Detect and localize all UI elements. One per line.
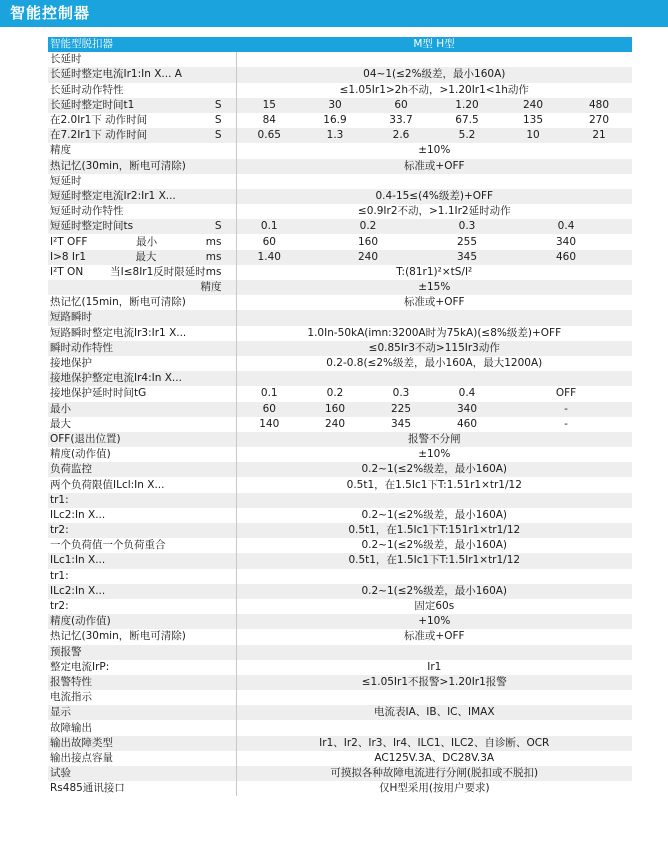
value-cell: 1.20 [434,98,500,113]
row-label: 短延时动作特性 [50,205,124,218]
table-row [48,250,632,265]
table-row [48,143,632,158]
table-row [48,386,632,401]
row-label [48,250,236,265]
table-row [48,265,632,280]
table-row [48,553,632,568]
value-cell: 0.2 [326,387,344,400]
value-cell: 345 [434,250,500,265]
value-cell: ±15% [236,280,632,295]
row-label-group [50,250,236,265]
value-cell [302,310,368,325]
table-row [48,781,632,796]
table-row [48,310,632,325]
value-cell: 240 [500,98,566,113]
value-cell: 1.3 [302,128,368,143]
value-cell [566,52,632,67]
table-row [48,98,632,113]
row-label: 短路瞬时 [48,310,236,325]
value-cell: - [500,402,632,417]
header-models: M型 H型 [236,37,632,52]
value-cell: 240 [302,250,434,265]
row-label: 精度(动作值) [48,614,236,629]
value-cell: 340 [556,235,577,248]
value-cell: 240 [324,417,346,430]
row-sublabel: 最小 [136,235,158,248]
table-row [48,341,632,356]
value-cell: 报警不分闸 [236,432,632,447]
row-label: tr1: [48,493,236,508]
value-cell [434,52,500,67]
row-label: Rs485通讯接口 [50,782,125,795]
value-cell: 160 [357,235,379,248]
table-row [48,477,632,492]
value-cell: 16.9 [323,114,347,127]
row-label: 长延时动作特性 [50,83,124,96]
value-cell: 15 [236,98,302,113]
value-cell [368,52,434,67]
row-label: 短延时 [50,174,82,187]
value-cell: 2.6 [368,128,434,143]
row-label: 瞬时动作特性 [48,341,236,356]
value-cell: 0.5t1，在1.5Ic1下T:1.51r1×tr1/12 [236,477,632,492]
value-cell: Ir1、Ir2、Ir3、Ir4、ILC1、ILC2、自诊断、OCR [236,736,632,751]
table-row [48,204,632,219]
row-label: 输出故障类型 [48,736,236,751]
value-cell: 1.40 [236,250,302,265]
row-label: 故障输出 [50,721,92,734]
row-label: 热记忆(15min，断电可清除) [50,296,186,309]
value-cell [500,371,632,386]
row-label: 试验 [48,766,236,781]
row-label-text: 短延时整定时间ts [50,220,134,233]
table-row [48,523,632,538]
value-cell [566,310,632,325]
table-row [48,705,632,720]
table-row [48,569,632,584]
value-cell: AC125V.3A、DC28V.3A [236,751,632,766]
value-cell: 0.5t1，在1.5Ic1下T:151r1×tr1/12 [236,523,632,538]
table-row [48,128,632,143]
spec-table [48,37,632,796]
row-label-text: 在2.0Ir1下 动作时间 [50,114,148,127]
table-row [48,751,632,766]
row-label: 负荷监控 [48,462,236,477]
value-cell: 270 [589,114,610,127]
table-row [48,660,632,675]
table-row [48,766,632,781]
row-label-group [50,219,236,234]
value-cell: OFF [555,387,577,400]
row-label: 两个负荷限值ILcl:In X... [50,478,165,491]
table-row [48,614,632,629]
value-cell: 480 [566,98,632,113]
value-cell: 0.2~1(≤2%级差，最小160A) [236,508,632,523]
value-cell: 0.4-15≤(4%级差)+OFF [236,189,632,204]
value-cell: 0.5t1，在1.5Ic1下T:1.5Ir1×tr1/12 [236,553,632,568]
table-row [48,83,632,98]
value-cell: 10 [500,128,566,143]
row-label: 短路瞬时整定电流Ir3:Ir1 X... [50,326,187,339]
value-cell: 标准或+OFF [236,629,632,644]
value-cell [368,174,434,189]
value-cell: 0.3 [392,387,410,400]
value-cell [434,310,500,325]
value-cell: 仅H型采用(按用户要求) [236,781,632,796]
value-cell: ±10% [236,447,632,462]
row-label [48,98,236,113]
row-sublabel: 精度 [200,281,222,294]
table-row [48,645,632,660]
value-cell [302,371,368,386]
table-row [48,234,632,249]
row-label: 报警特性 [48,675,236,690]
table-row [48,584,632,599]
row-label-text: I²T OFF [50,235,88,248]
row-sublabel: 当I≤8Ir1反时限延时ms [110,265,222,278]
row-label: 预报警 [48,645,236,660]
table-row [48,356,632,371]
value-cell: 1.0In-50kA(imn:3200A时为75kA)(≤8%级差)+OFF [236,326,632,341]
table-row [48,736,632,751]
row-label: ILc1:In X... [48,553,236,568]
row-label: 接地保护 [50,357,92,370]
row-label: 电流指示 [50,691,92,704]
value-cell: 0.1 [236,386,302,401]
value-cell: 0.3 [434,219,500,234]
row-label [48,113,236,128]
row-label [48,128,236,143]
value-cell [500,52,566,67]
table-row [48,417,632,432]
row-label: tr1: [50,569,69,582]
row-label [48,234,236,249]
value-cell [236,569,632,584]
row-label: 精度(动作值) [50,448,111,461]
value-cell: 460 [500,250,632,265]
value-cell [302,52,368,67]
value-cell: ≤0.85Ir3不动>115Ir3动作 [236,341,632,356]
row-label-group [50,235,236,250]
value-cell: 255 [456,235,478,248]
table-header-row [48,37,632,52]
value-cell [302,174,368,189]
row-label: OFF(退出位置) [48,432,236,447]
row-label-text: 长延时整定时间t1 [50,98,135,111]
value-cell: 0.2~1(≤2%级差，最小160A) [236,462,632,477]
row-label: 最小 [48,402,236,417]
row-label: 最大 [50,417,71,430]
value-cell [368,371,434,386]
value-cell: 标准或+OFF [236,159,632,174]
table-row [48,493,632,508]
value-cell: T:(81r1)²×tS/I² [236,265,632,280]
table-row [48,189,632,204]
row-label: 精度 [50,144,71,157]
table-row [48,219,632,234]
row-label: 短延时整定电流Ir2:Ir1 X... [48,189,236,204]
value-cell: 0.2 [302,219,434,234]
value-cell: 33.7 [389,114,413,127]
row-label [48,219,236,234]
value-cell: 0.4 [458,387,476,400]
row-unit: S [214,220,222,233]
value-cell: 固定60s [236,599,632,614]
header-label: 智能型脱扣器 [48,37,236,52]
value-cell: 67.5 [455,114,479,127]
row-label [48,265,236,280]
value-cell: 0.2~1(≤2%级差，最小160A) [236,584,632,599]
table-row [48,295,632,310]
value-cell [434,174,500,189]
value-cell [566,174,632,189]
value-cell: ≤1.05Ir1>2h不动，>1.20Ir1<1h动作 [236,83,632,98]
table-row [48,326,632,341]
table-row [48,402,632,417]
value-cell: 135 [522,114,544,127]
row-label-text: I>8 Ir1 [50,250,87,263]
row-label: ILc2:In X... [50,508,106,521]
table-row [48,629,632,644]
value-cell [236,52,302,67]
row-unit: ms [205,250,222,263]
value-cell [236,371,302,386]
value-cell: 160 [302,402,368,417]
row-label: 长延时 [50,53,82,66]
row-label: 输出接点容量 [50,751,113,764]
value-cell: 340 [434,402,500,417]
row-sublabel: 最大 [135,250,157,263]
row-label-group [50,265,236,280]
row-label: 长延时整定电流Ir1:In X... A [48,67,236,82]
row-label: 接地保护整定电流Ir4:In X... [48,371,236,386]
row-label: 显示 [48,705,236,720]
row-label-group [50,280,236,295]
table-row [48,720,632,735]
value-cell: ≤0.9Ir2不动，>1.1Ir2延时动作 [236,204,632,219]
value-cell: 140 [236,417,302,432]
table-row [48,690,632,705]
value-cell: ≤1.05Ir1不报警>1.20Ir1报警 [236,675,632,690]
table-row [48,599,632,614]
table-row [48,538,632,553]
row-label [48,280,236,295]
value-cell: 04~1(≤2%级差，最小160A) [236,67,632,82]
table-row [48,447,632,462]
value-cell: 345 [390,417,412,430]
row-label-text: 在7.2Ir1下 动作时间 [50,129,148,142]
value-cell: 21 [566,128,632,143]
row-unit: ms [205,235,222,248]
table-row [48,371,632,386]
value-cell [500,174,566,189]
value-cell: 460 [456,417,478,430]
row-label-group [50,113,236,128]
value-cell: 电流表IA、IB、IC、IMAX [236,705,632,720]
value-cell [368,310,434,325]
value-cell: 0.65 [236,128,302,143]
row-label-group [50,98,236,113]
row-label: 热记忆(30min，断电可清除) [48,159,236,174]
page-title: 智能控制器 [10,4,91,22]
value-cell: Ir1 [236,660,632,675]
row-unit: S [214,98,222,111]
row-label-group [50,128,236,143]
value-cell: 84 [236,113,302,128]
value-cell: +10% [236,614,632,629]
table-row [48,280,632,295]
value-cell [236,310,302,325]
table-row [48,52,632,67]
table-row [48,675,632,690]
value-cell: 0.2-0.8(≤2%级差，最小160A，最大1200A) [236,356,632,371]
value-cell: 5.2 [434,128,500,143]
row-label: tr2: [48,523,236,538]
table-row [48,174,632,189]
table-row [48,508,632,523]
row-label: 接地保护延时时间tG [50,387,147,400]
row-unit: S [214,129,222,142]
row-label: 热记忆(30min，断电可清除) [50,630,186,643]
value-cell [236,720,632,735]
value-cell: 标准或+OFF [236,295,632,310]
value-cell [434,371,500,386]
value-cell: 60 [236,234,302,249]
value-cell: 60 [368,98,434,113]
row-label: tr2: [50,600,69,613]
row-unit: S [214,114,222,127]
value-cell [236,690,632,705]
value-cell: 0.1 [236,219,302,234]
title-bar [0,0,668,27]
value-cell: 30 [302,98,368,113]
row-label: 一个负荷值一个负荷重合 [50,539,166,552]
value-cell: 0.2~1(≤2%级差，最小160A) [236,538,632,553]
value-cell [236,493,632,508]
table-row [48,159,632,174]
value-cell: ±10% [236,143,632,158]
value-cell: 可摸拟各种故障电流进行分闸(脱扣或不脱扣) [236,766,632,781]
row-label-text: I²T ON [50,265,84,278]
table-row [48,67,632,82]
table-row [48,462,632,477]
value-cell [236,645,632,660]
table-row [48,432,632,447]
row-label: ILc2:In X... [48,584,236,599]
value-cell: 0.4 [500,219,632,234]
value-cell: 225 [368,402,434,417]
row-label: 整定电流IrP: [50,660,110,673]
value-cell: - [564,417,568,430]
table-row [48,113,632,128]
value-cell [236,174,302,189]
value-cell: 60 [236,402,302,417]
value-cell [500,310,566,325]
